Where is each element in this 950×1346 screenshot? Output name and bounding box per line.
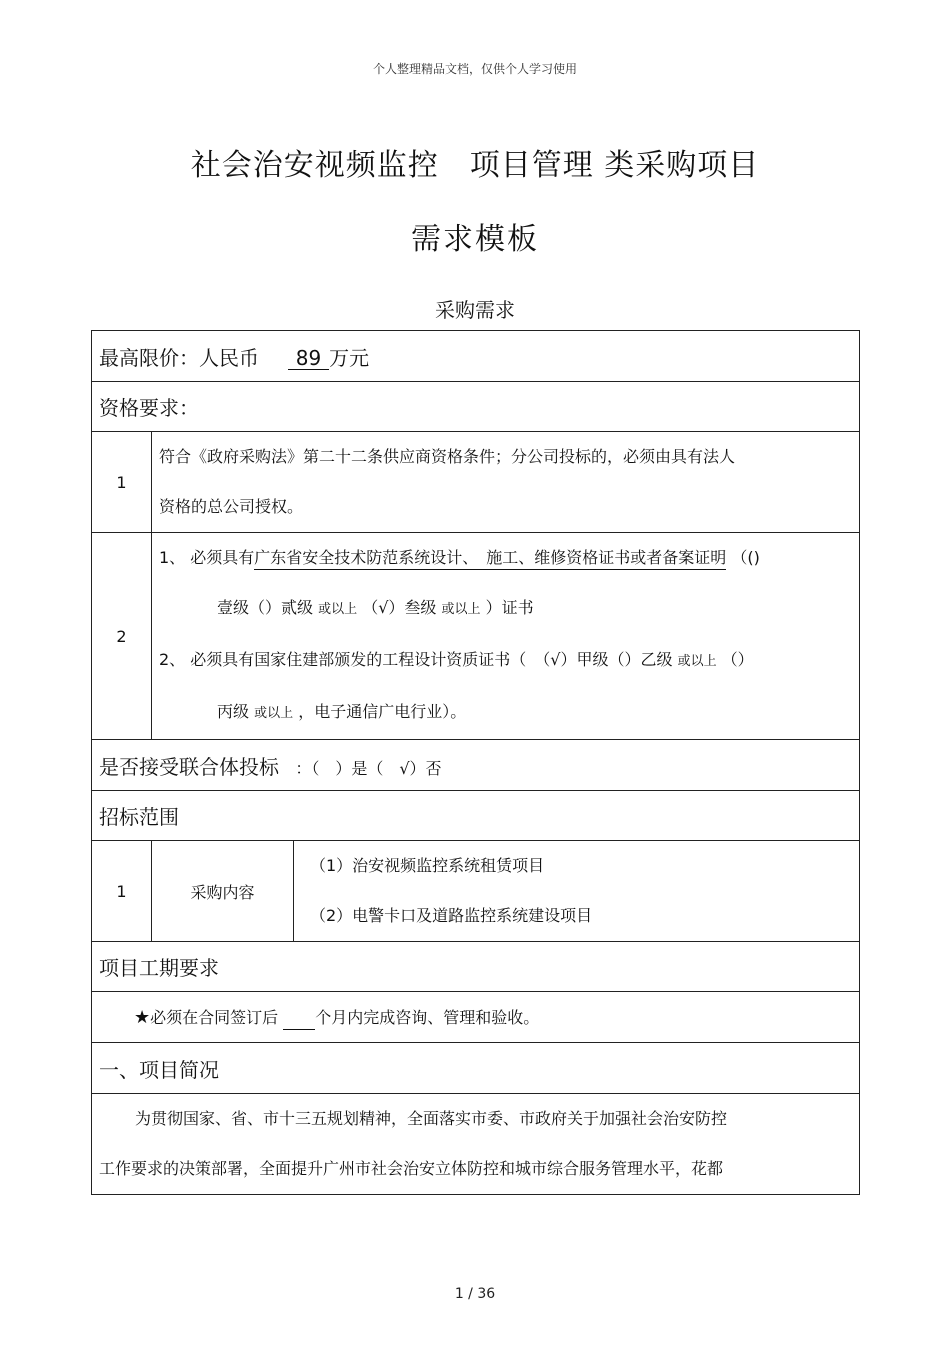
qualification-heading: 资格要求： [92, 382, 860, 432]
scope-item-row [92, 841, 860, 942]
section-subtitle: 采购需求 [435, 298, 515, 322]
schedule-heading-row [92, 942, 860, 992]
document-title-line2: 需求模板 [411, 222, 539, 257]
overview-text [92, 1094, 860, 1195]
consortium-label: 是否接受联合体投标 [99, 754, 279, 779]
price-row [92, 331, 860, 382]
scope-heading-row [92, 791, 860, 841]
consortium-row [92, 740, 860, 791]
price-label: 最高限价：人民币 [99, 345, 259, 370]
item-number: 2 [92, 533, 152, 740]
text-span: 2、 必须具有国家住建部颁发的工程设计资质证书（ （√）甲级（）乙级 [159, 650, 673, 669]
price-cell [92, 331, 860, 382]
scope-item-2: （2）电警卡口及道路监控系统建设项目 [310, 906, 593, 925]
text-span: 个月内完成咨询、管理和验收。 [315, 1007, 540, 1027]
item-number: 1 [92, 432, 152, 533]
text-span: 或以上 [677, 654, 717, 669]
schedule-heading: 项目工期要求 [92, 942, 860, 992]
text-span: 或以上 [254, 706, 294, 721]
qualification-item-2-text [152, 533, 860, 740]
schedule-text-row [92, 992, 860, 1043]
text-span: 或以上 [318, 602, 358, 617]
text-span: 1、 必须具有 [159, 548, 255, 567]
requirements-table [91, 330, 860, 1195]
page-number: 1 / 36 [454, 1286, 496, 1302]
qualification-item-1 [92, 432, 860, 533]
qualification-item-1-line2: 资格的总公司授权。 [159, 497, 304, 516]
text-span: （） [721, 650, 754, 669]
qualification-item-2-line4 [159, 687, 859, 739]
text-span: ，电子通信广电行业）。 [298, 702, 467, 721]
months-blank [283, 1007, 315, 1030]
text-span: （() [731, 548, 760, 567]
scope-items [294, 841, 860, 942]
qualification-item-1-text [152, 432, 860, 533]
qualification-item-2 [92, 533, 860, 740]
consortium-options: ：（ ）是（ √）否 [295, 758, 442, 778]
schedule-text [92, 992, 860, 1043]
text-span: ）证书 [485, 598, 534, 617]
text-span: 必须在合同签订后 [150, 1007, 279, 1027]
document-title: 社会治安视频监控 项目管理 类采购项目 [190, 148, 760, 183]
item-number: 1 [92, 841, 152, 942]
header-note: 个人整理精品文档，仅供个人学习使用 [372, 62, 577, 76]
star-icon: ★ [134, 1006, 151, 1028]
text-span: 或以上 [441, 602, 481, 617]
scope-label: 采购内容 [152, 841, 294, 942]
price-unit: 万元 [329, 345, 370, 370]
price-value: 89 [288, 347, 329, 370]
overview-heading: 一、项目简况 [92, 1043, 860, 1094]
overview-line2: 工作要求的决策部署，全面提升广州市社会治安立体防控和城市综合服务管理水平，花都 [99, 1159, 724, 1178]
overview-line1: 为贯彻国家、省、市十三五规划精神，全面落实市委、市政府关于加强社会治安防控 [135, 1109, 728, 1128]
text-span: 壹级（）贰级 [217, 598, 314, 617]
text-span: （√）叁级 [362, 598, 437, 617]
overview-text-row [92, 1094, 860, 1195]
qualification-item-2-line2 [159, 583, 859, 635]
certificate-name: 广东省安全技术防范系统设计、 施工、维修资格证书或者备案证明 [254, 547, 726, 570]
qualification-item-2-line1 [159, 533, 859, 583]
qualification-heading-row [92, 382, 860, 432]
qualification-item-1-line1: 符合《政府采购法》第二十二条供应商资格条件；分公司投标的，必须由具有法人 [159, 447, 736, 466]
consortium-cell [92, 740, 860, 791]
qualification-item-2-line3 [159, 635, 859, 687]
overview-heading-row [92, 1043, 860, 1094]
text-span: 丙级 [217, 702, 250, 721]
scope-item-1: （1）治安视频监控系统租赁项目 [310, 856, 545, 875]
scope-heading: 招标范围 [92, 791, 860, 841]
